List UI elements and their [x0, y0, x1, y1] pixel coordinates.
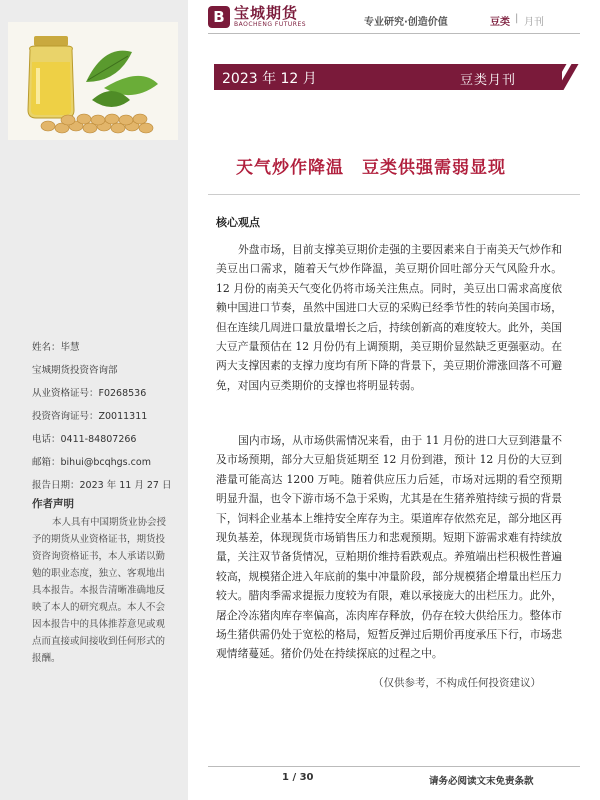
footer-disclaimer-link[interactable]: 请务必阅读文末免责条款 [429, 776, 534, 787]
author-company: 宝城期货投资咨询部 [32, 365, 118, 376]
declaration-body: 本人具有中国期货业协会授予的期货从业资格证书，期货投资咨询资格证书，本人承诺以勤勉的职业态度，独立、客观地出具本报告。本报告清晰准确地反映了本人的研究观点。本人不会因本报告中的具体推荐意见或观点而直接或间接收到任何形式的报酬。 [32, 517, 167, 664]
logo-mark-icon: B [208, 6, 230, 28]
header-category: 豆类 [490, 17, 510, 28]
header-divider [208, 33, 580, 34]
author-name: 姓名：毕慧 [32, 342, 80, 353]
author-email[interactable]: 邮箱：bihui@bcqhgs.com [32, 457, 151, 468]
title-divider [208, 194, 580, 195]
author-consult-license: 投资咨询证号：Z0011311 [32, 411, 148, 422]
disclaimer: （仅供参考，不构成任何投资建议） [373, 677, 541, 689]
cover-photo [8, 22, 178, 140]
logo-english: BAOCHENG FUTURES [234, 21, 307, 28]
paragraph-overseas: 外盘市场，目前支撑美豆期价走强的主要因素来自于南美天气炒作和美豆出口需求，随着天气炒作降温，美豆期价回吐部分天气风险升水。12 月份的南美天气变化仍将市场关注焦点。同时，美豆出口需求高度依赖中国进口节奏，虽然中国进口大豆的采购已经季节性的转向美国市场，但在连续几周进口量放量增长之后，持续创新高的难度较大。此外，美国大豆产量预估在 12 月份仍有上调预期，美豆期价显然缺乏更强驱动。在两大支撑因素的支撑力度均有所下降的背景下，美豆期价滞涨回落不可避免，对国内豆类期价的支撑也将明显转弱。 [216, 243, 562, 392]
report-date: 报告日期：2023 年 11 月 27 日 [32, 480, 172, 491]
page-title: 天气炒作降温 豆类供强需弱显现 [236, 158, 506, 178]
header-separator: | [515, 13, 519, 24]
header-report-type: 月刊 [524, 17, 544, 28]
paragraph-domestic: 国内市场，从市场供需情况来看，由于 11 月份的进口大豆到港量不及市场预期，部分大豆船货延期至 12 月份到港，预计 12 月份的大豆到港量可能高达 1200 万吨。随着供应压力后延，市场对远期的看空预期明显升温，也令下游市场不急于采购，尤其是在生猪养殖持续亏损的背景下，饲料企业基本上维持安全库存为主。渠道库存依然充足，部分地区再现负基差，体现现货市场销售压力和悲观预期。短期下游需求难有持续放量，关注双节备货情况，豆粕期价维持看跌观点。养殖端出栏积极性普遍较高，规模猪企进入年底前的集中冲量阶段，部分规模猪企增量出栏压力较大。腊肉季需求提振力度较为有限，难以承接庞大的出栏压力。此外，屠企冷冻猪肉库存率偏高，冻肉库存释放，仍存在较大供给压力。整体市场生猪供需仍处于宽松的格局，短暂反弹过后期价再度承压下行，市场悲观情绪蔓延。猪价仍处在持续探底的过程之中。 [216, 434, 562, 661]
section-heading: 核心观点 [216, 216, 260, 229]
tagline: 专业研究·创造价值 [364, 17, 448, 28]
soybean-oil-illustration [8, 22, 178, 140]
author-phone: 电话：0411-84807266 [32, 434, 137, 445]
logo-chinese: 宝城期货 [234, 4, 299, 22]
author-license: 从业资格证号：F0268536 [32, 388, 147, 399]
declaration-title: 作者声明 [32, 498, 74, 510]
brand-logo [208, 5, 306, 28]
author-info [32, 336, 182, 497]
page-number: 1 / 30 [282, 772, 314, 783]
footer-divider [208, 766, 580, 767]
band-report-name: 豆类月刊 [460, 73, 517, 88]
band-date: 2023 年 12 月 [222, 71, 317, 87]
